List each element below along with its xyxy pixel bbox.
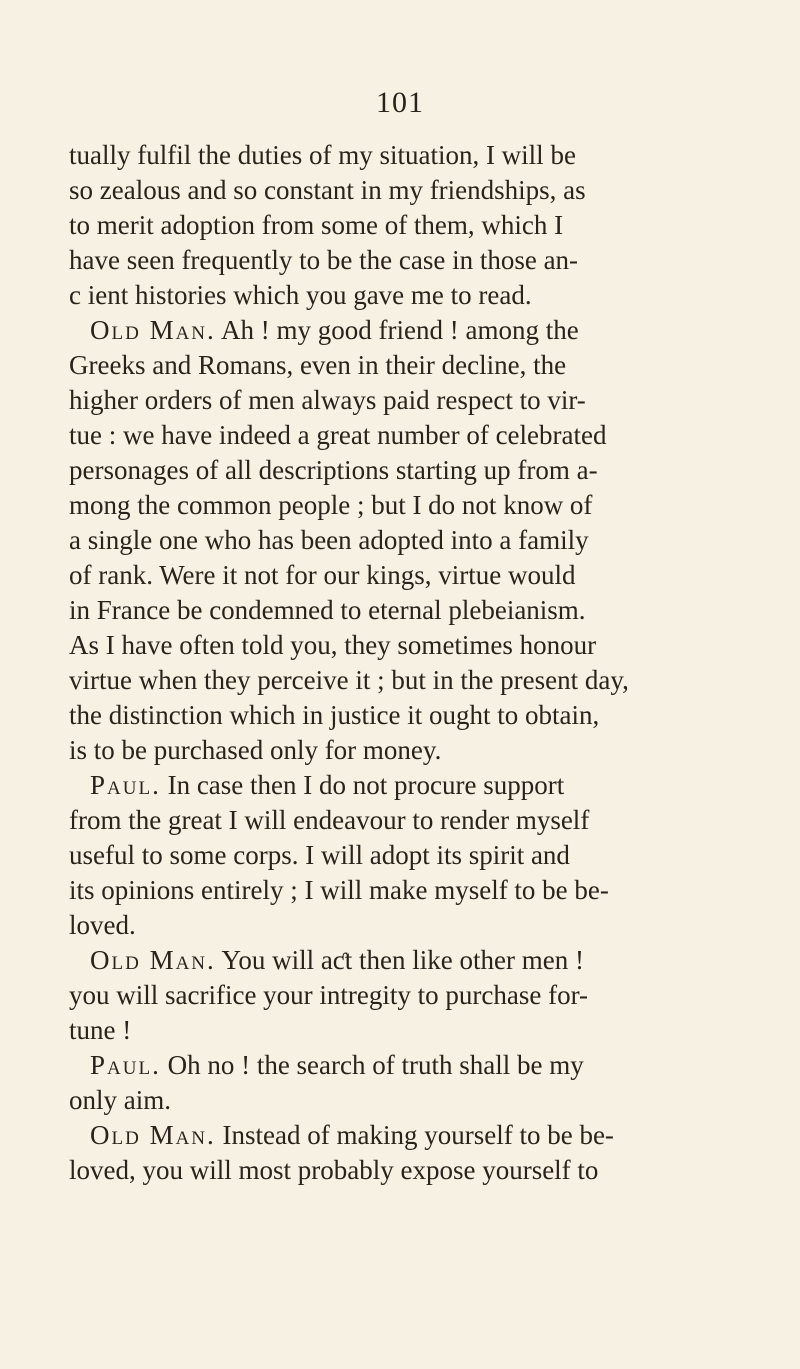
text-line bbox=[69, 592, 586, 628]
line-text: the distinction which in justice it ought to obtain, bbox=[69, 700, 600, 730]
text-line bbox=[69, 137, 576, 173]
text-line bbox=[69, 557, 575, 593]
line-text: tually fulfil the duties of my situation, I will be bbox=[69, 140, 576, 170]
text-line bbox=[69, 522, 589, 558]
line-text: In case then I do not procure support bbox=[160, 770, 565, 800]
text-line bbox=[69, 277, 532, 313]
text-line bbox=[69, 417, 606, 453]
line-text: so zealous and so constant in my friendships, as bbox=[69, 175, 586, 205]
line-text: its opinions entirely ; I will make myself to be be- bbox=[69, 875, 609, 905]
text-line bbox=[69, 837, 570, 873]
page-number: 101 bbox=[376, 86, 424, 119]
line-text: from the great I will endeavour to render myself bbox=[69, 805, 590, 835]
line-text: loved. bbox=[69, 910, 136, 940]
line-text: personages of all descriptions starting up from a- bbox=[69, 455, 598, 485]
text-line bbox=[69, 697, 599, 733]
line-text: a single one who has been adopted into a family bbox=[69, 525, 589, 555]
line-text: have seen frequently to be the case in those an- bbox=[69, 245, 579, 275]
line-text: higher orders of men always paid respect to vir- bbox=[69, 385, 586, 415]
speaker-name: Paul. bbox=[90, 770, 161, 800]
text-line bbox=[69, 487, 592, 523]
line-text: As I have often told you, they sometimes honour bbox=[69, 630, 597, 660]
text-line bbox=[90, 767, 564, 803]
line-text: You will aƈt then like other men ! bbox=[215, 945, 584, 975]
text-line bbox=[69, 732, 441, 768]
text-line bbox=[90, 312, 579, 348]
speaker-name: Paul. bbox=[90, 1050, 161, 1080]
line-text: tue : we have indeed a great number of celebrated bbox=[69, 420, 607, 450]
text-line bbox=[90, 1047, 584, 1083]
line-text: virtue when they perceive it ; but in the present day, bbox=[69, 665, 629, 695]
text-line bbox=[69, 1082, 171, 1118]
text-line bbox=[69, 907, 136, 943]
text-line bbox=[69, 452, 598, 488]
text-line bbox=[69, 662, 629, 698]
text-line bbox=[69, 207, 563, 243]
line-text: Instead of making yourself to be be- bbox=[215, 1120, 614, 1150]
line-text: Ah ! my good friend ! among the bbox=[215, 315, 579, 345]
speaker-name: Old Man. bbox=[90, 1120, 216, 1150]
text-line bbox=[69, 802, 589, 838]
text-line bbox=[69, 977, 588, 1013]
line-text: to merit adoption from some of them, which I bbox=[69, 210, 564, 240]
line-text: useful to some corps. I will adopt its spirit and bbox=[69, 840, 570, 870]
text-line bbox=[69, 1012, 131, 1048]
text-line bbox=[69, 1152, 598, 1188]
text-line bbox=[90, 942, 584, 978]
text-line bbox=[90, 1117, 614, 1153]
line-text: Oh no ! the search of truth shall be my bbox=[160, 1050, 584, 1080]
line-text: of rank. Were it not for our kings, virtue would bbox=[69, 560, 576, 590]
text-line bbox=[69, 627, 596, 663]
text-line bbox=[69, 872, 609, 908]
line-text: is to be purchased only for money. bbox=[69, 735, 442, 765]
line-text: c ient histories which you gave me to read. bbox=[69, 280, 532, 310]
line-text: you will sacrifice your intregity to purchase for- bbox=[69, 980, 589, 1010]
line-text: loved, you will most probably expose yourself to bbox=[69, 1155, 599, 1185]
line-text: only aim. bbox=[69, 1085, 171, 1115]
speaker-name: Old Man. bbox=[90, 315, 216, 345]
text-line bbox=[69, 347, 566, 383]
line-text: Greeks and Romans, even in their decline, the bbox=[69, 350, 567, 380]
text-line bbox=[69, 242, 578, 278]
line-text: mong the common people ; but I do not know of bbox=[69, 490, 593, 520]
line-text: tune ! bbox=[69, 1015, 132, 1045]
speaker-name: Old Man. bbox=[90, 945, 216, 975]
text-line bbox=[69, 382, 586, 418]
text-line bbox=[69, 172, 586, 208]
line-text: in France be condemned to eternal plebeianism. bbox=[69, 595, 586, 625]
